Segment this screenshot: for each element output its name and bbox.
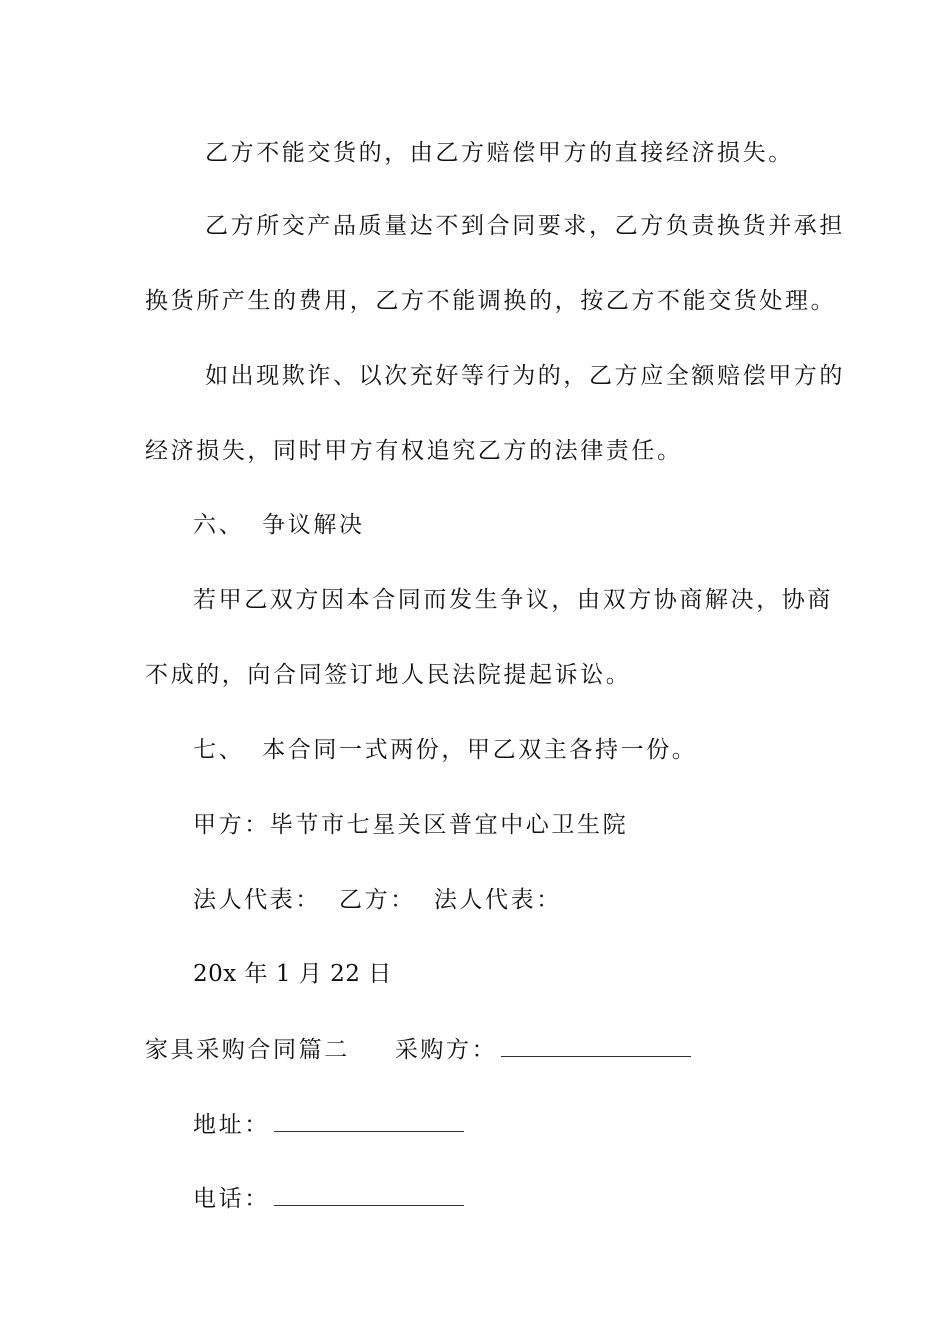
section-number: 七、 [193,737,245,763]
paragraph-dispute-line2: 不成的，向合同签订地人民法院提起诉讼。 [145,662,632,688]
party-a-line: 甲方：毕节市七星关区普宜中心卫生院 [193,812,629,838]
section-text: 本合同一式两份，甲乙双主各持一份。 [262,737,698,763]
phone-blank [274,1183,464,1206]
address-line [145,1109,873,1140]
section-title: 争议解决 [262,512,365,538]
phone-label: 电话： [193,1186,270,1212]
signature-line [145,885,873,915]
paragraph-fraud-line1: 如出现欺诈、以次充好等行为的，乙方应全额赔偿甲方的 [205,363,845,389]
purchaser-label: 采购方： [394,1037,498,1063]
contract2-title: 家具采购合同篇二 [145,1037,350,1063]
section-copies [145,735,873,765]
paragraph-quality-line1: 乙方所交产品质量达不到合同要求，乙方负责换货并承担 [205,213,845,239]
paragraph-dispute-line1: 若甲乙双方因本合同而发生争议，由双方协商解决，协商 [193,587,833,613]
address-blank [274,1109,464,1132]
purchaser-blank [501,1034,691,1057]
date-line: 20x 年 1 月 22 日 [193,961,392,987]
paragraph-fraud-line2: 经济损失，同时甲方有权追究乙方的法律责任。 [145,438,683,464]
section-number: 六、 [193,512,245,538]
legal-rep-a-label: 法人代表： [193,887,321,913]
phone-line [145,1183,873,1214]
paragraph-quality-line2: 换货所产生的费用，乙方不能调换的，按乙方不能交货处理。 [145,288,837,314]
contract2-header [145,1034,825,1065]
address-label: 地址： [193,1112,270,1138]
paragraph-delivery-failure: 乙方不能交货的，由乙方赔偿甲方的直接经济损失。 [205,140,794,166]
section-heading-dispute [145,510,873,540]
legal-rep-b-label: 法人代表： [433,887,562,913]
party-b-label: 乙方： [339,887,416,913]
